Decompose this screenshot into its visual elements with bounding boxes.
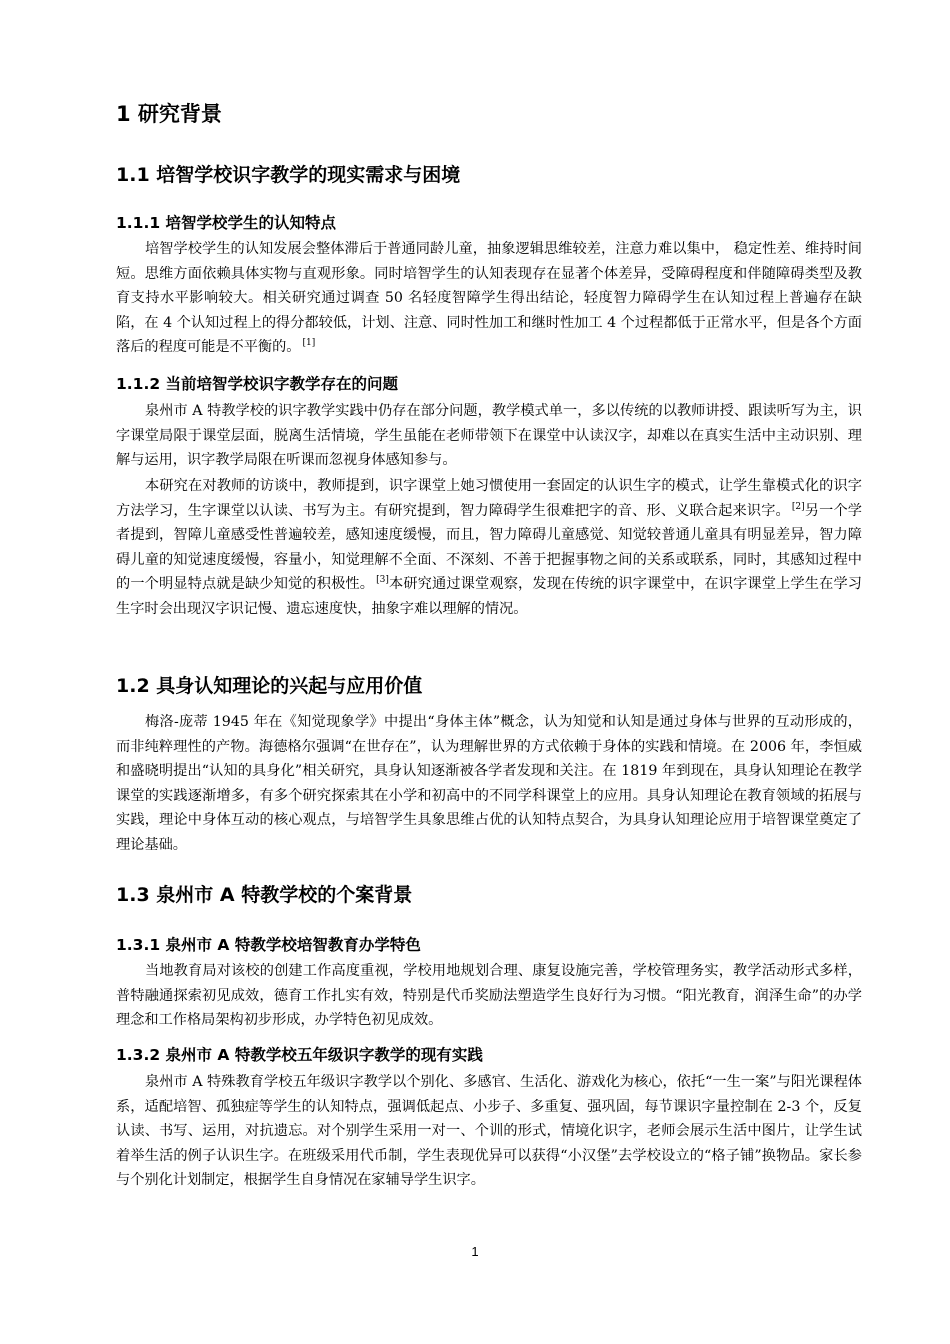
citation-marker: [3] — [376, 575, 389, 586]
section-heading-1-1: 1.1 培智学校识字教学的现实需求与困境 — [116, 164, 461, 186]
paragraph-text: 本研究在对教师的访谈中，教师提到，识字课堂上她习惯使用一套固定的认识生字的模式，让学生靠模式化的识字方法学习，生字课堂以认读、书写为主。有研究提到，智力障碍学生很难把字的音、形、义联合起来识字。 — [116, 478, 862, 519]
paragraph-1-1-2-b — [116, 474, 862, 622]
chapter-heading: 1 研究背景 — [116, 102, 222, 126]
paragraph-1-1-2-a: 泉州市 A 特教学校的识字教学实践中仍存在部分问题，教学模式单一，多以传统的以教师讲授、跟读听写为主，识字课堂局限于课堂层面，脱离生活情境，学生虽能在老师带领下在课堂中认读汉字，却难以在真实生活中主动识别、理解与运用，识字教学局限在听课而忽视身体感知参与。 — [116, 403, 862, 469]
subsection-heading-1-1-1: 1.1.1 培智学校学生的认知特点 — [116, 214, 337, 232]
page-number: 1 — [471, 1244, 479, 1259]
paragraph-text: 培智学校学生的认知发展会整体滞后于普通同龄儿童，抽象逻辑思维较差，注意力难以集中， 稳定性差、维持时间短。思维方面依赖具体实物与直观形象。同时培智学生的认知表现存在显著个体差异，受障碍程度和伴随障碍类型及教育支持水平影响较大。相关研究通过调查 50 名轻度智障学生得出结论，轻度智力障碍学生在认知过程上普遍存在缺陷，在 4 个认知过程上的得分都较低，计划、注意、同时性加工和继时性加工 4 个过程都低于正常水平，但是各个方面落后的程度可能是不平衡的。 — [116, 241, 862, 356]
section-heading-1-2: 1.2 具身认知理论的兴起与应用价值 — [116, 675, 423, 697]
paragraph-1-1-1 — [116, 237, 862, 360]
citation-marker: [1] — [302, 338, 316, 349]
subsection-heading-1-3-1: 1.3.1 泉州市 A 特教学校培智教育办学特色 — [116, 936, 421, 954]
paragraph-text: 另一个学者提到，智障儿童感受性普遍较差，感知速度缓慢，而且，智力障碍儿童感觉、知觉较普通儿童具有明显差异，智力障碍儿童的知觉速度缓慢，容量小，知觉理解不全面、不深刻、不善于把握事物之间的关系或联系，同时，其感知过程中的一个明显特点就是缺少知觉的积极性。 — [116, 502, 862, 593]
subsection-heading-1-1-2: 1.1.2 当前培智学校识字教学存在的问题 — [116, 375, 399, 393]
paragraph-1-3-2: 泉州市 A 特殊教育学校五年级识字教学以个别化、多感官、生活化、游戏化为核心，依托“一生一案”与阳光课程体系，适配培智、孤独症等学生的认知特点，强调低起点、小步子、多重复、强巩固，每节课识字量控制在 2-3 个，反复认读、书写、运用，对抗遗忘。对个别学生采用一对一、个训的形式，情境化识字，老师会展示生活中图片，让学生试着举生活的例子认识生字。在班级采用代币制，学生表现优异可以获得“小汉堡”去学校设立的“格子铺”换物品。家长参与个别化计划制定，根据学生自身情况在家辅导学生识字。 — [116, 1074, 862, 1189]
paragraph-1-2: 梅洛-庞蒂 1945 年在《知觉现象学》中提出“身体主体”概念，认为知觉和认知是通过身体与世界的互动形成的，而非纯粹理性的产物。海德格尔强调“在世存在”，认为理解世界的方式依赖于身体的实践和情境。在 2006 年，李恒威和盛晓明提出“认知的具身化”相关研究，具身认知逐渐被各学者发现和关注。在 1819 年到现在，具身认知理论在教学课堂的实践逐渐增多，有多个研究探索其在小学和初高中的不同学科课堂上的应用。具身认知理论在教育领域的拓展与实践，理论中身体互动的核心观点，与培智学生具象思维占优的认知特点契合，为具身认知理论应用于培智课堂奠定了理论基础。 — [116, 714, 862, 853]
section-heading-1-3: 1.3 泉州市 A 特教学校的个案背景 — [116, 884, 413, 906]
paragraph-1-3-1: 当地教育局对该校的创建工作高度重视，学校用地规划合理、康复设施完善，学校管理务实，教学活动形式多样，普特融通探索初见成效，德育工作扎实有效，特别是代币奖励法塑造学生良好行为习惯。“阳光教育，润泽生命”的办学理念和工作格局架构初步形成，办学特色初见成效。 — [116, 963, 862, 1029]
subsection-heading-1-3-2: 1.3.2 泉州市 A 特教学校五年级识字教学的现有实践 — [116, 1046, 483, 1064]
citation-marker: [2] — [791, 501, 805, 512]
paragraph-text: 本研究通过课堂观察，发现在传统的识字课堂中，在识字课堂上学生在学习生字时会出现汉字识记慢、遗忘速度快，抽象字难以理解的情况。 — [116, 576, 862, 617]
